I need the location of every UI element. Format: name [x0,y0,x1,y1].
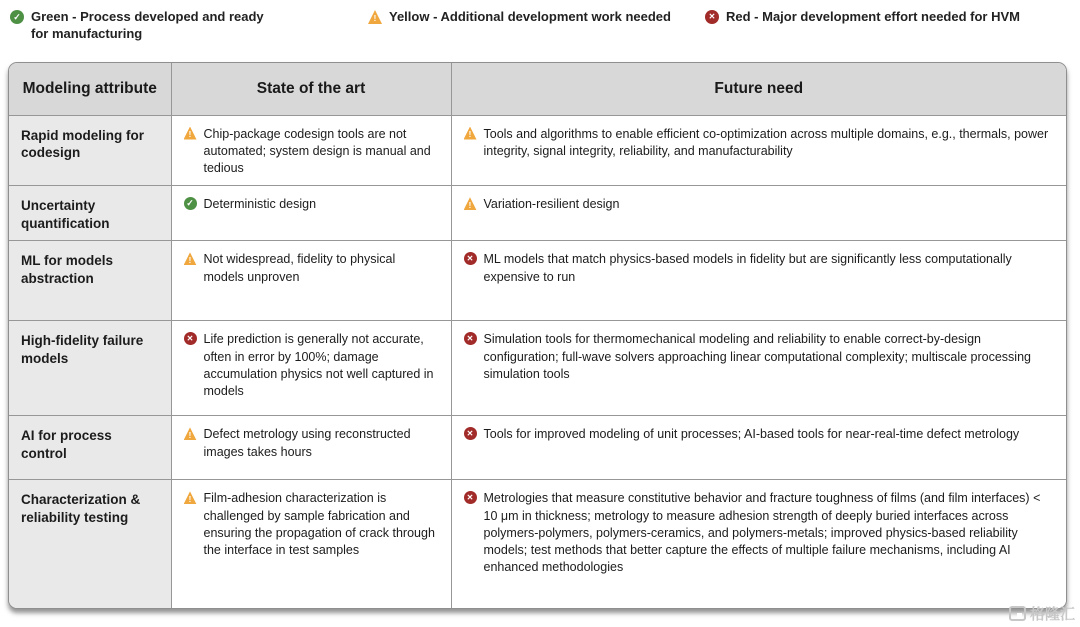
attribute-label: ML for models abstraction [9,241,171,321]
table-row [9,241,1066,321]
gelonghui-logo-icon [1009,606,1026,621]
attribute-label: Characterization & reliability testing [9,480,171,608]
state-text: Deterministic design [203,197,317,212]
modeling-attributes-table [8,62,1067,609]
attribute-label: Uncertainty quantification [9,186,171,241]
warning-triangle-icon [464,197,477,210]
warning-triangle-icon [184,427,197,440]
warning-triangle-icon [184,252,197,265]
header-state-of-the-art: State of the art [171,63,451,115]
watermark-text: 格隆汇 [1029,606,1075,623]
x-circle-icon [464,332,477,345]
gelonghui-watermark [1009,603,1075,624]
legend-label-yellow: Yellow - Additional development work needed [389,9,671,24]
attribute-label: AI for process control [9,416,171,480]
legend-item-yellow [368,9,698,26]
check-circle-icon [184,197,197,210]
legend-item-green [10,9,278,43]
state-text: Film-adhesion characterization is challenged by sample fabrication and ensuring the propagation of crack through the interface in test samples [203,491,435,558]
table-header-row [9,63,1066,115]
warning-triangle-icon [184,491,197,504]
future-text: Metrologies that measure constitutive behavior and fracture toughness of films (and film interfaces) < 10 μm in thickness; metrology to measure adhesion strength of deeply buried interfaces across polymers-polymers, polymers-ceramics, and polymers-metals; improved physics-based reliability models; test methods that better capture the effects of multiple failure mechanisms, including AI enhanced methodologies [483,491,1041,575]
state-text: Chip-package codesign tools are not automated; system design is manual and tedious [203,126,431,175]
table-row [9,186,1066,241]
header-future-need: Future need [451,63,1066,115]
attribute-label: Rapid modeling for codesign [9,115,171,186]
future-text: Tools for improved modeling of unit processes; AI-based tools for near-real-time defect metrology [483,427,1020,442]
legend-item-red [705,9,1065,26]
future-text: Tools and algorithms to enable efficient co-optimization across multiple domains, e.g., thermals, power integrity, signal integrity, reliability, and manufacturability [483,126,1049,158]
status-legend [0,0,1080,62]
state-text: Life prediction is generally not accurate, often in error by 100%; damage accumulation physics not well captured in models [203,332,434,399]
future-text: ML models that match physics-based models in fidelity but are significantly less computationally expensive to run [483,252,1012,284]
warning-triangle-icon [368,10,382,24]
warning-triangle-icon [184,127,197,140]
x-circle-icon [705,10,719,24]
table-row [9,480,1066,608]
warning-triangle-icon [464,127,477,140]
future-text: Simulation tools for thermomechanical modeling and reliability to enable correct-by-design configuration; full-wave solvers approaching linear computational complexity; multiscale processing simulation tools [483,332,1031,381]
x-circle-icon [184,332,197,345]
table-row [9,416,1066,480]
table-row [9,115,1066,186]
future-text: Variation-resilient design [483,197,620,212]
state-text: Not widespread, fidelity to physical models unproven [203,252,396,284]
x-circle-icon [464,427,477,440]
attribute-label: High-fidelity failure models [9,321,171,416]
legend-label-red: Red - Major development effort needed for HVM [726,9,1020,24]
x-circle-icon [464,252,477,265]
header-modeling-attribute: Modeling attribute [9,63,171,115]
x-circle-icon [464,491,477,504]
table-row [9,321,1066,416]
legend-label-green: Green - Process developed and ready for manufacturing [31,9,264,41]
check-circle-icon [10,10,24,24]
state-text: Defect metrology using reconstructed images takes hours [203,427,411,459]
